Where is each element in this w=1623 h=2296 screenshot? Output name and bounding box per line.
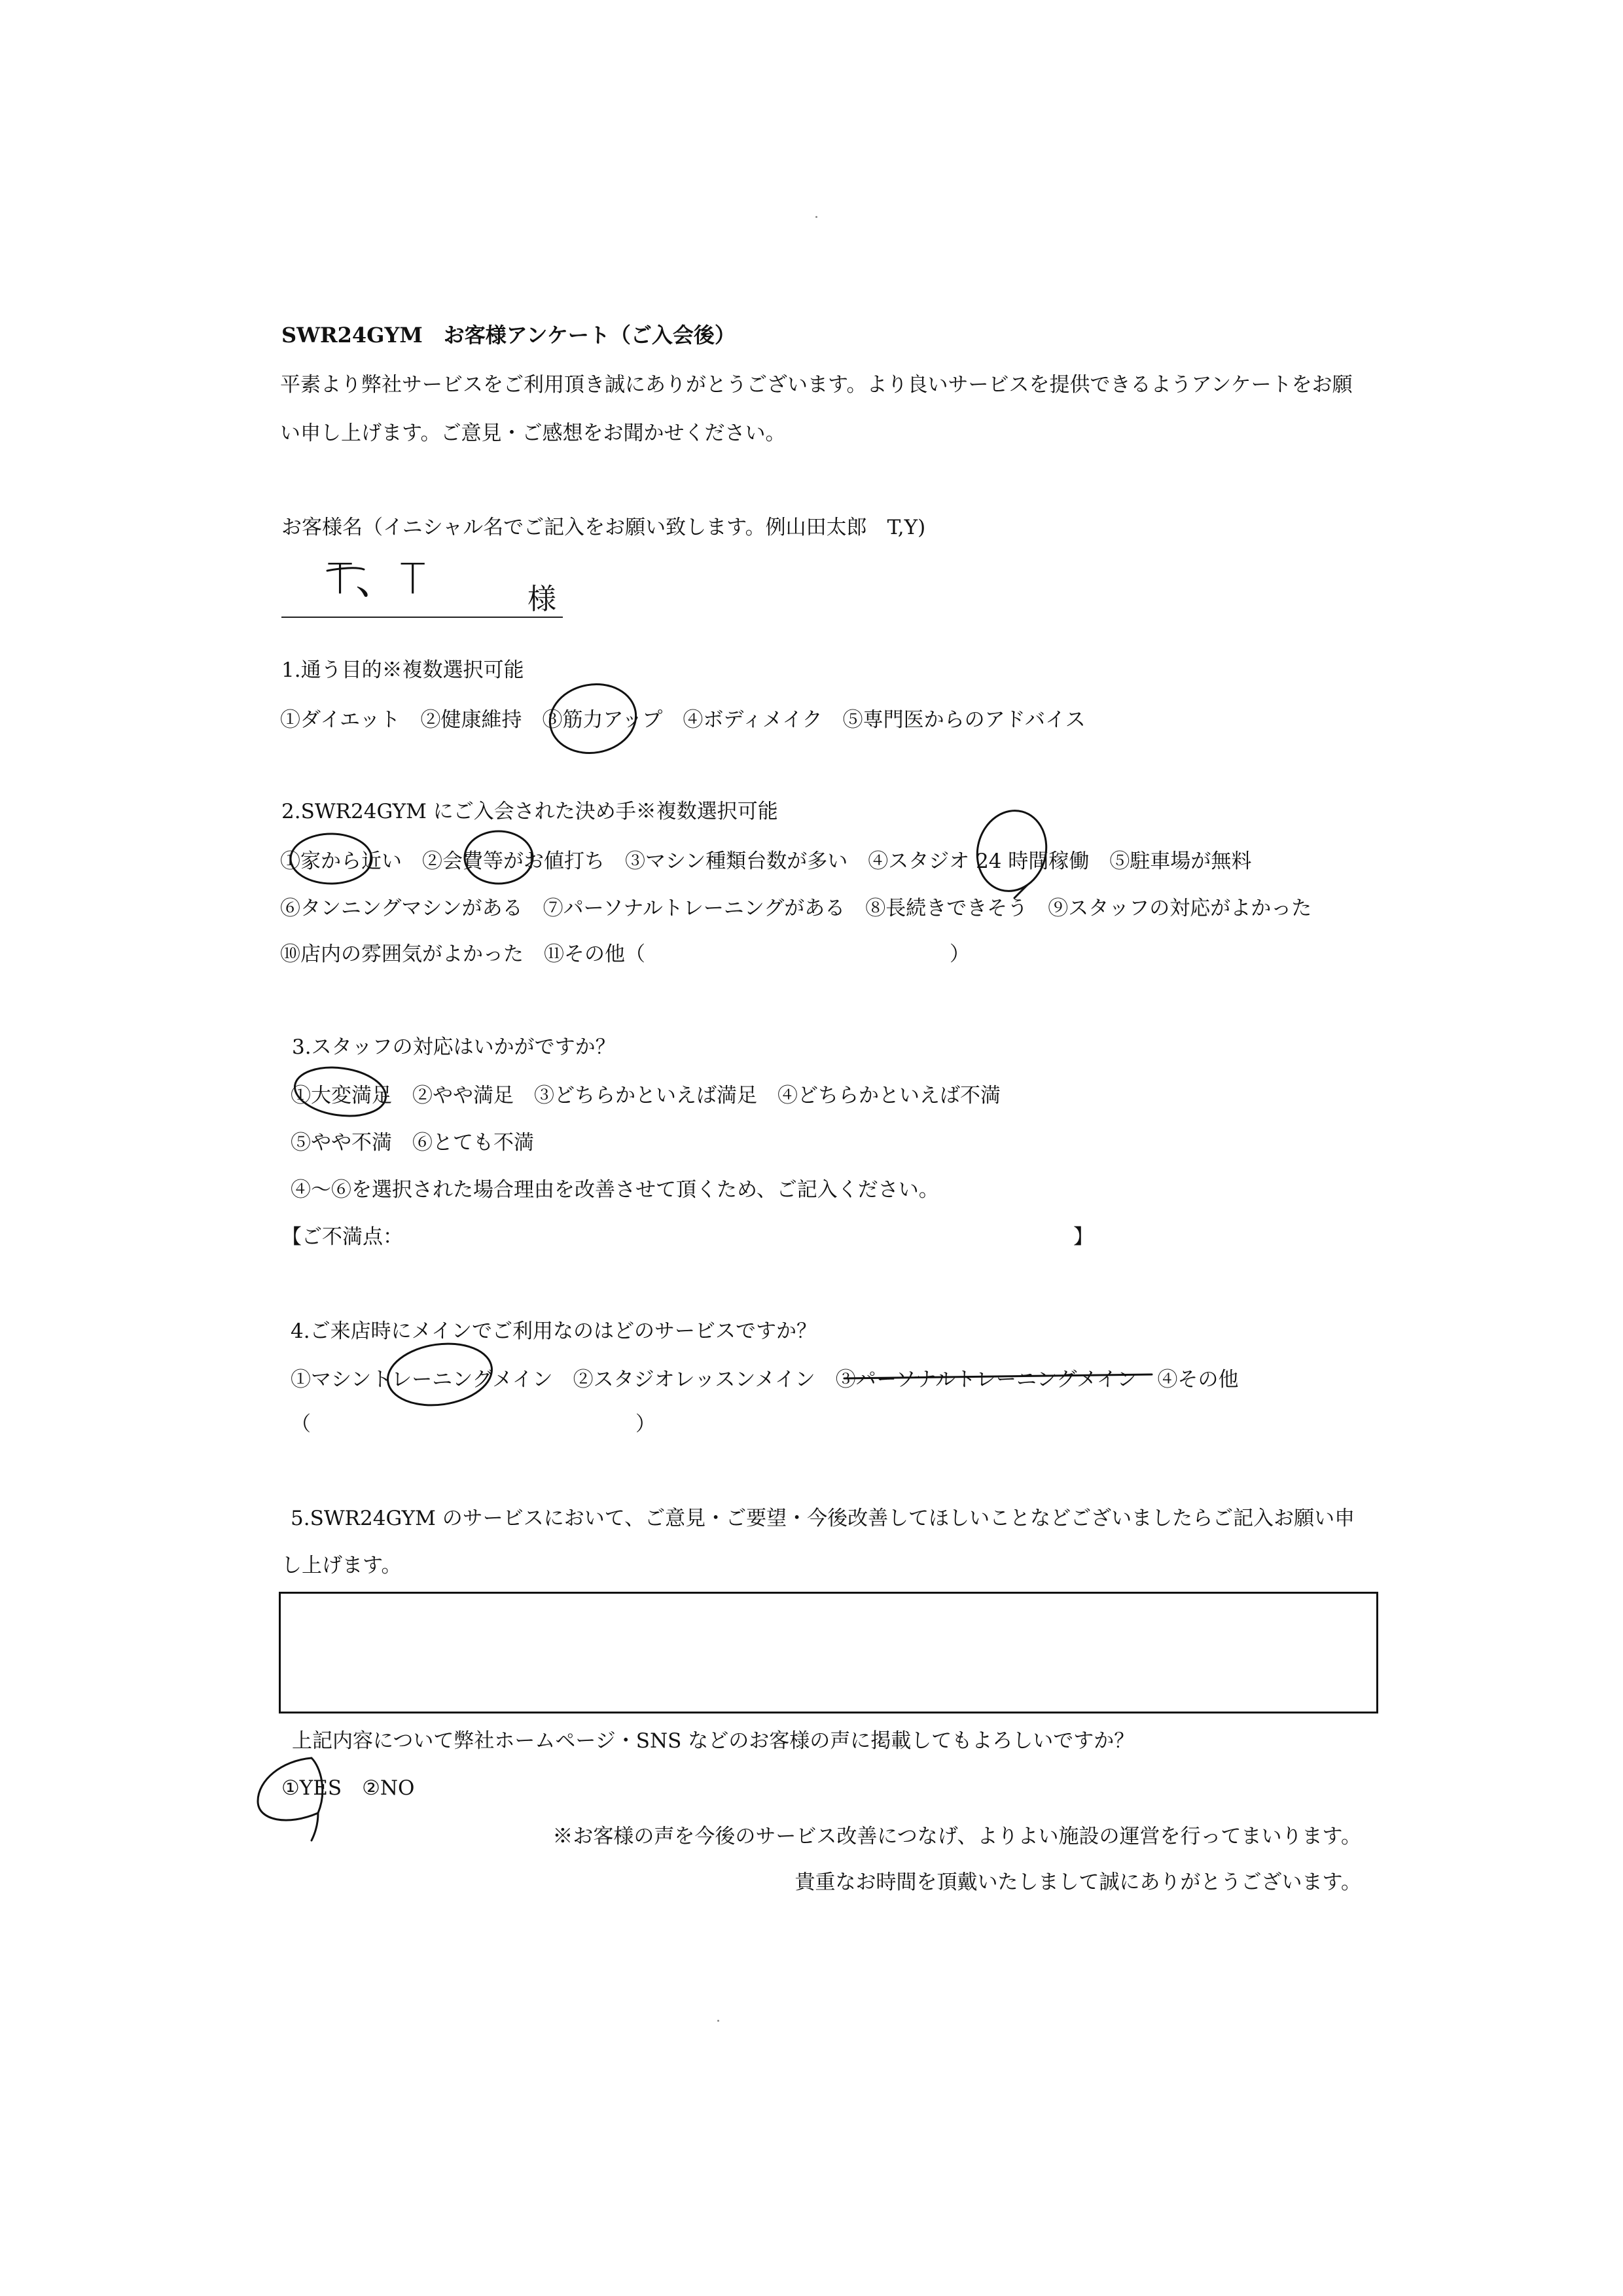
q3-options[interactable]: ⑤やや不満 ⑥とても不満 [291,1131,534,1155]
q2-question: 2.SWR24GYM にご入会された決め手※複数選択可能 [281,800,778,823]
q3-note: ④〜⑥を選択された場合理由を改善させて頂くため、ご記入ください。 [291,1178,939,1202]
handwritten-customer-name: T、T [327,556,429,604]
comment-box[interactable] [279,1592,1378,1713]
dissatisfaction-field[interactable]: 【ご不満点： [281,1225,403,1249]
q2-options[interactable]: ⑥タンニングマシンがある ⑦パーソナルトレーニングがある ⑧長続きできそう ⑨スタッフの対応がよかった [280,897,1312,920]
footer-thanks: 貴重なお時間を頂戴いたしまして誠にありがとうございます。 [794,1871,1361,1894]
comment-text [281,1594,1376,1609]
footer-note: ※お客様の声を今後のサービス改善につなげ、よりよい施設の運営を行ってまいります。 [552,1825,1361,1848]
survey-title: SWR24GYM お客様アンケート（ご入会後） [281,323,736,348]
q1-question: 1.通う目的※複数選択可能 [281,658,524,682]
q5-question: 5.SWR24GYM のサービスにおいて、ご意見・ご要望・今後改善してほしいことなどございましたらご記入お願い申 [291,1507,1355,1530]
q1-options[interactable]: ①ダイエット ②健康維持 ③筋力アップ ④ボディメイク ⑤専門医からのアドバイス [280,708,1086,732]
q3-options[interactable]: ①大変満足 ②やや満足 ③どちらかといえば満足 ④どちらかといえば不満 [291,1084,1001,1107]
dissatisfaction-field-close: 】 [1073,1225,1094,1249]
q3-question: 3.スタッフの対応はいかがですか？ [292,1035,616,1059]
intro-text: い申し上げます。ご意見・ご感想をお聞かせください。 [280,422,786,445]
honorific: 様 [527,583,556,616]
scan-speck [815,216,817,218]
q5-question: し上げます。 [281,1554,402,1577]
publish-question: 上記内容について弊社ホームページ・SNS などのお客様の声に掲載してもよろしいですか？ [292,1729,1135,1753]
customer-name-underline [281,617,563,618]
customer-name-label: お客様名（イニシャル名でご記入をお願い致します。例山田太郎 T,Y) [281,516,926,539]
q4-question: 4.ご来店時にメインでご利用なのはどのサービスですか？ [291,1319,817,1343]
scan-speck [717,2020,719,2022]
q4-other-field[interactable]: （ ） [291,1412,656,1436]
q2-options[interactable]: ①家から近い ②会費等がお値打ち ③マシン種類台数が多い ④スタジオ 24 時間稼働 ⑤駐車場が無料 [280,850,1252,873]
q2-options[interactable]: ⑩店内の雰囲気がよかった ⑪その他（ ） [280,942,970,966]
publish-options[interactable]: ①YES ②NO [281,1776,415,1800]
intro-text: 平素より弊社サービスをご利用頂き誠にありがとうございます。より良いサービスを提供できるようアンケートをお願 [280,373,1353,397]
q4-options[interactable]: ①マシントレーニングメイン ②スタジオレッスンメイン ③パーソナルトレーニングメイン ④その他 [291,1368,1239,1391]
